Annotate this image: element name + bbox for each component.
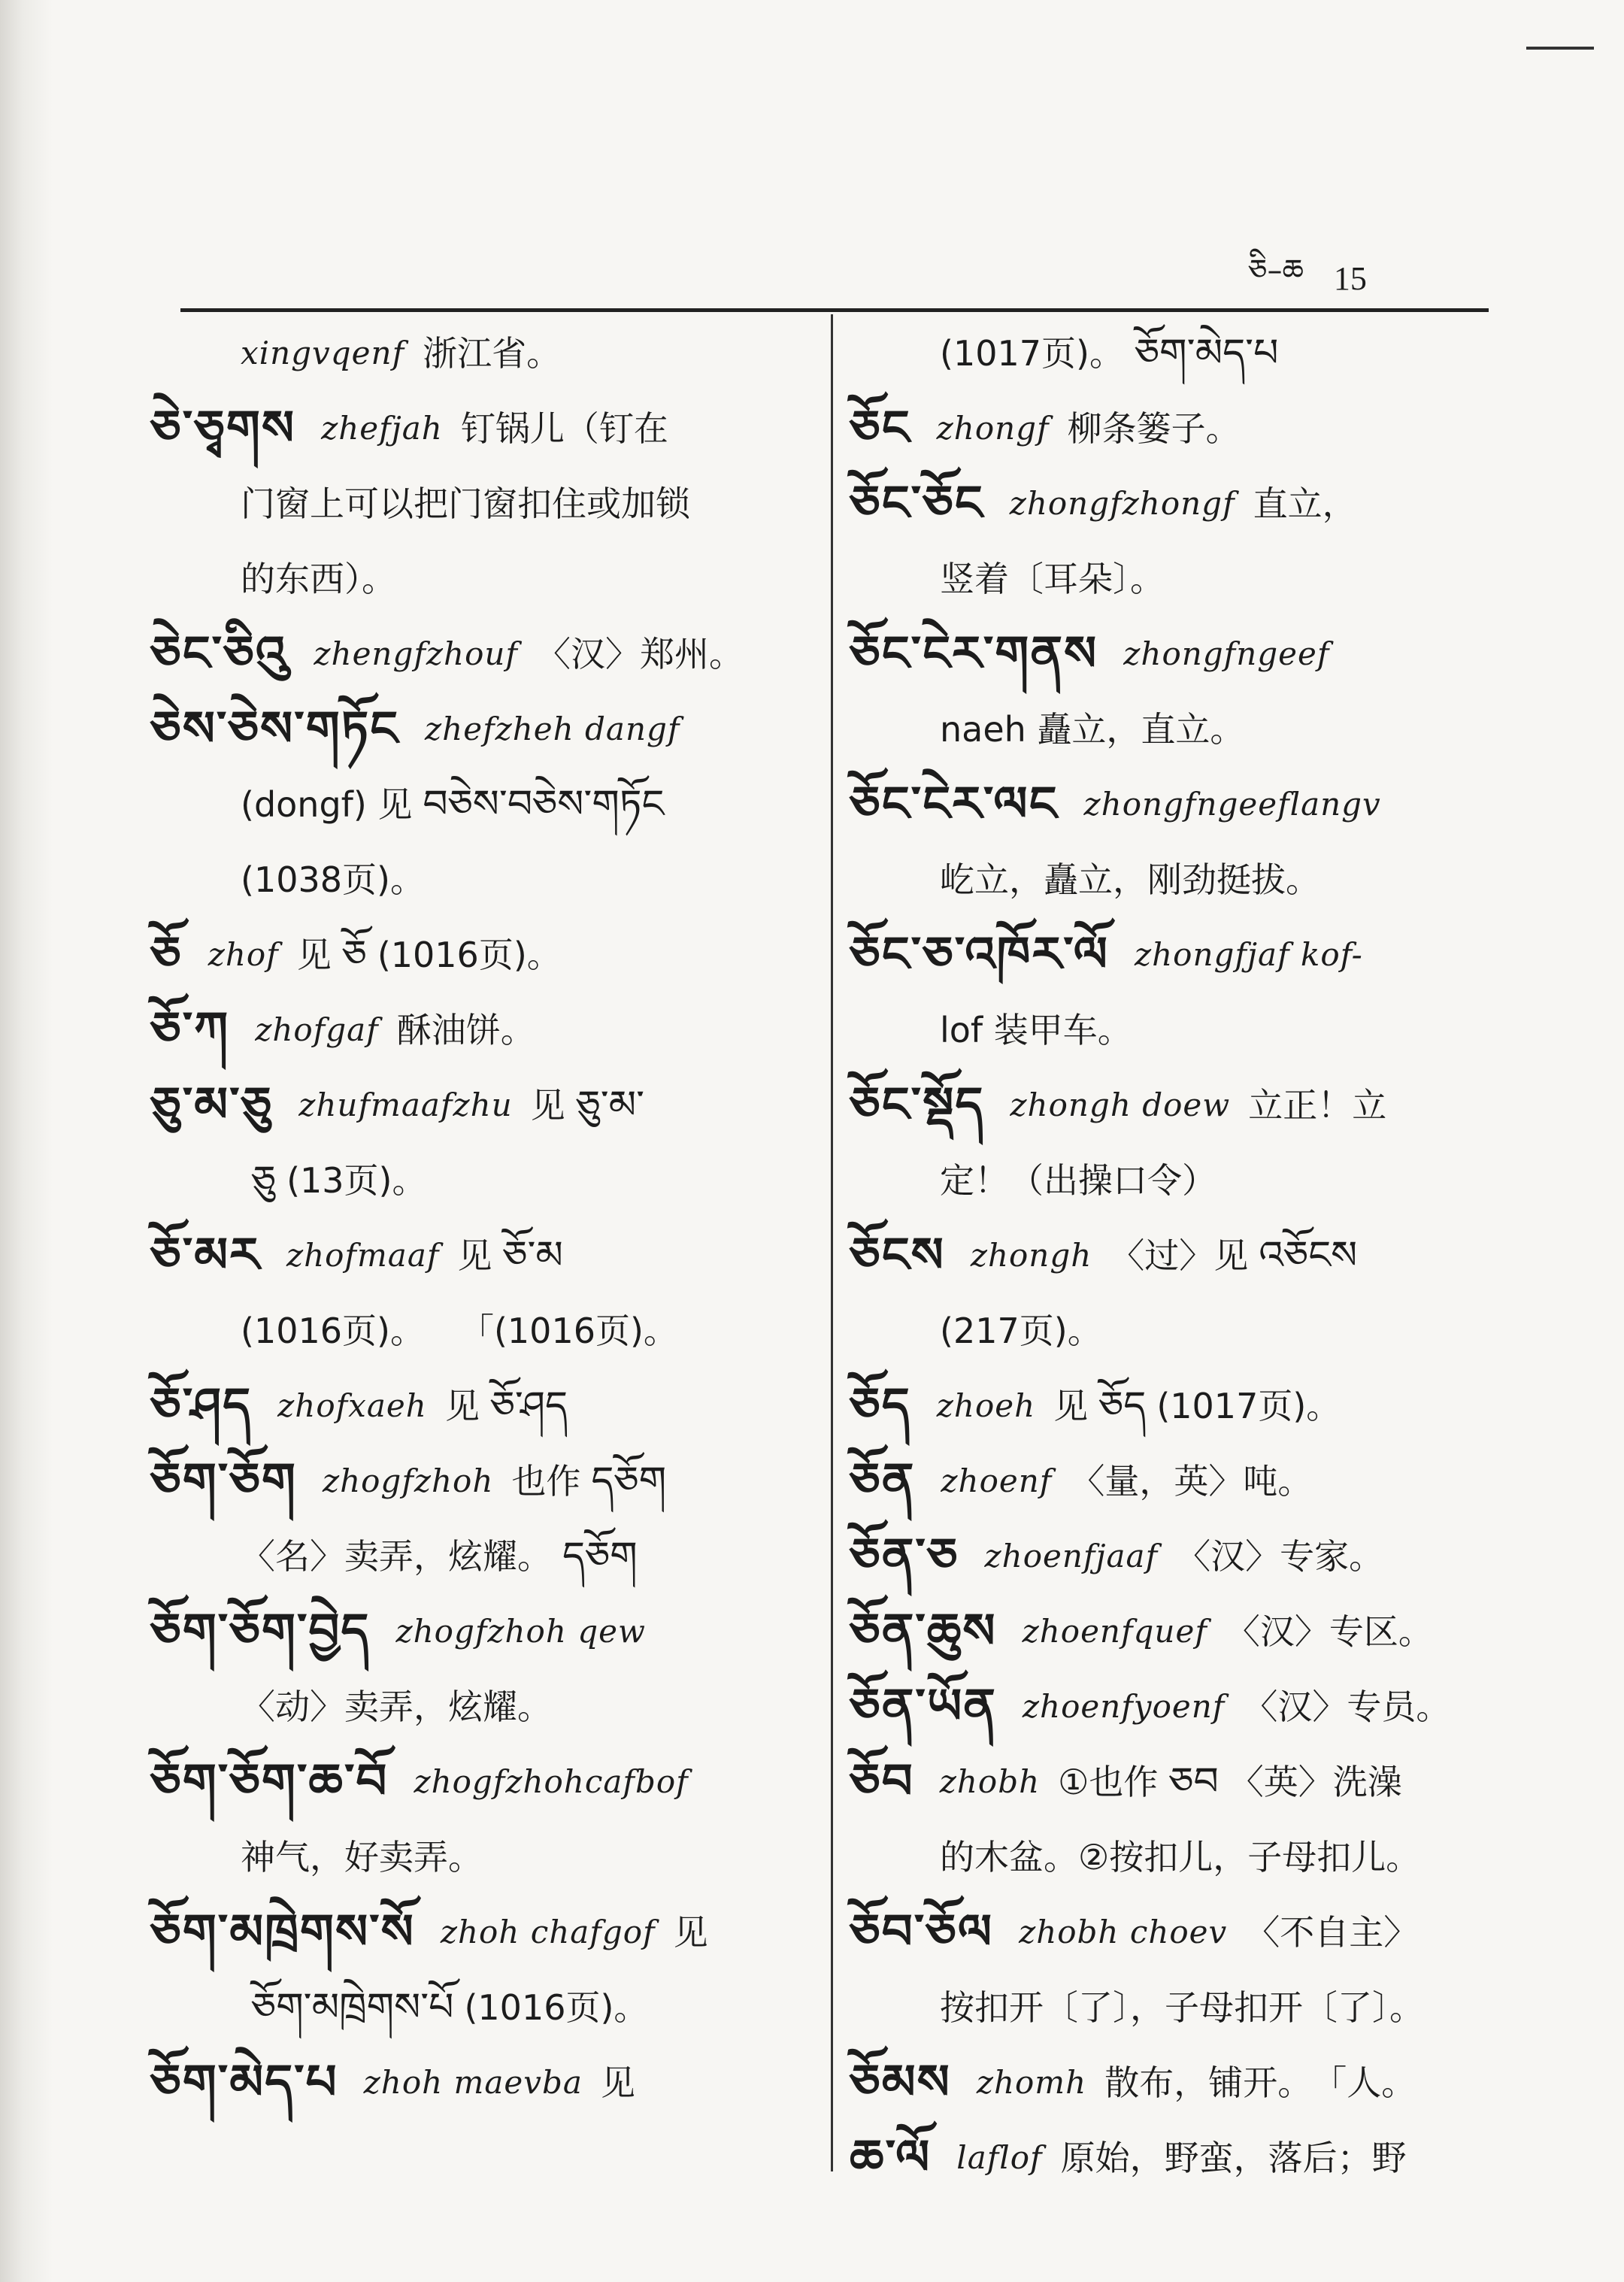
entry-line xyxy=(150,692,812,767)
dictionary-entry xyxy=(150,316,812,391)
entry-line xyxy=(150,1744,812,1820)
column-divider xyxy=(831,314,833,2171)
definition-text: 钉锅儿（钉在 xyxy=(460,408,668,449)
entry-line xyxy=(850,2045,1496,2120)
entry-line xyxy=(850,541,1496,617)
dictionary-entry xyxy=(850,917,1496,1068)
dictionary-entry xyxy=(850,767,1496,917)
headword: ཅོ xyxy=(150,927,183,983)
definition-text: 见 xyxy=(296,935,332,975)
entry-line xyxy=(150,1970,812,2045)
romanization: zhongfjaf kof- xyxy=(1135,936,1363,973)
headword: ཅེ་ཅྭགས xyxy=(150,401,296,456)
entry-line xyxy=(850,1594,1496,1669)
headword: ཅེང་ཅིའུ xyxy=(150,626,289,682)
definition-text: 酥油饼。 xyxy=(396,1010,535,1050)
entry-line xyxy=(850,1293,1496,1368)
definition-text: 见 xyxy=(673,1912,708,1953)
entry-line xyxy=(850,1895,1496,1970)
definition-text: 定！（出操口令） xyxy=(940,1160,1216,1201)
headword: ཅོག་མེད་པ xyxy=(150,2055,338,2111)
headword: ཅོམས xyxy=(850,2055,951,2111)
definition-text: 屹立，矗立，刚劲挺拔。 xyxy=(940,859,1320,900)
entry-line xyxy=(150,1368,812,1444)
cross-reference: ཅུ་མ་ xyxy=(575,1083,645,1128)
romanization: zhengfzhouf xyxy=(314,635,518,672)
headword: ཆ་ལོ xyxy=(850,2130,932,2186)
dictionary-entry xyxy=(150,1218,812,1368)
dictionary-entry xyxy=(850,1068,1496,1218)
entry-line xyxy=(150,1444,812,1519)
definition-text: 浙江省。 xyxy=(423,333,562,374)
romanization: zhongfngeeflangv xyxy=(1083,786,1381,823)
scan-edge-shadow xyxy=(0,0,53,2282)
entry-line xyxy=(150,391,812,466)
romanization: zhobh choev xyxy=(1019,1914,1228,1950)
page-header xyxy=(1248,253,1474,301)
page-reference: (1016页)。 xyxy=(464,1987,649,2028)
entry-line xyxy=(150,1218,812,1293)
dictionary-entry xyxy=(850,1218,1496,1368)
definition-text: 〈汉〉郑州。 xyxy=(535,634,744,674)
entry-range: ཅི–ཆ xyxy=(1248,253,1304,288)
entry-line xyxy=(850,1519,1496,1594)
entry-line xyxy=(850,917,1496,993)
entry-line xyxy=(850,1444,1496,1519)
definition-text: 〈动〉卖弄，炫耀。 xyxy=(241,1686,552,1727)
entry-line xyxy=(850,1218,1496,1293)
entry-line xyxy=(850,466,1496,541)
entry-line xyxy=(150,466,812,541)
headword: ཅོང་ཅ་འཁོར་ལོ xyxy=(850,927,1109,983)
dictionary-entry xyxy=(850,1594,1496,1669)
entry-line xyxy=(850,391,1496,466)
romanization: zhongfngeef xyxy=(1123,635,1330,672)
romanization: zhogfzhohcafbof xyxy=(414,1763,689,1800)
cross-reference: ཅོད xyxy=(1098,1383,1147,1429)
cross-reference: བཅེས་བཅེས་གཏོང xyxy=(423,782,665,827)
definition-text: 竖着〔耳朵〕。 xyxy=(940,559,1165,599)
definition-text: ①也作 xyxy=(1058,1762,1159,1802)
definition-text: (1038页)。 xyxy=(241,859,425,900)
header-rule xyxy=(180,308,1489,312)
dictionary-entry xyxy=(850,1519,1496,1594)
dictionary-entry xyxy=(150,1444,812,1594)
dictionary-entry xyxy=(850,1744,1496,1895)
headword: ཅོག་ཅོག xyxy=(150,1453,297,1509)
romanization: zhoh chafgof xyxy=(440,1914,656,1950)
cross-reference: དཅོག xyxy=(562,1534,638,1579)
romanization: xingvqenf xyxy=(241,335,405,371)
definition-text: 〈不自主〉 xyxy=(1245,1912,1419,1953)
definition-text: 见 xyxy=(1053,1386,1089,1426)
entry-line xyxy=(150,1594,812,1669)
dictionary-entry xyxy=(850,466,1496,617)
entry-line xyxy=(850,1143,1496,1218)
dictionary-entry xyxy=(150,993,812,1068)
definition-text: 见 xyxy=(457,1235,492,1276)
entry-line xyxy=(150,1143,812,1218)
romanization: zhogfzhoh xyxy=(322,1462,494,1499)
definition-text: 的木盆。②按扣儿，子母扣儿。 xyxy=(940,1837,1421,1877)
page-reference: (1016页)。 xyxy=(377,935,562,975)
right-column xyxy=(850,316,1496,2196)
romanization: zhoenfquef xyxy=(1022,1613,1207,1650)
dictionary-entry xyxy=(150,1368,812,1444)
definition-text: 按扣开〔了〕，子母扣开〔了〕。 xyxy=(940,1987,1424,2028)
page-reference: 〈英〉洗澡 xyxy=(1229,1762,1402,1802)
definition-text: 见 xyxy=(600,2062,635,2103)
entry-line xyxy=(150,2045,812,2120)
entry-line xyxy=(850,1368,1496,1444)
definition-text: 也作 xyxy=(511,1461,581,1502)
dictionary-entry xyxy=(850,1669,1496,1744)
cross-reference: ཅོ་ཤད xyxy=(489,1383,568,1429)
entry-line xyxy=(850,1669,1496,1744)
romanization: zhobh xyxy=(939,1763,1041,1800)
entry-line xyxy=(150,917,812,993)
romanization: zhufmaafzhu xyxy=(298,1086,513,1123)
dictionary-entry xyxy=(850,316,1496,391)
romanization: zhongh doew xyxy=(1010,1086,1231,1123)
page-reference: (1017页)。 xyxy=(1156,1386,1341,1426)
dictionary-entry xyxy=(150,2045,812,2120)
dictionary-entry xyxy=(850,2120,1496,2196)
page-reference: (13页)。 xyxy=(286,1160,427,1201)
entry-line xyxy=(150,1895,812,1970)
romanization: zhoh maevba xyxy=(363,2064,583,2101)
definition-text: 〈过〉见 xyxy=(1110,1235,1249,1276)
dictionary-entry xyxy=(850,1895,1496,2045)
entry-line xyxy=(850,692,1496,767)
dictionary-entry xyxy=(150,692,812,917)
romanization: zhofgaf xyxy=(255,1011,379,1048)
headword: ཅོབ xyxy=(850,1754,914,1810)
entry-line xyxy=(150,1820,812,1895)
page-number: 15 xyxy=(1333,259,1367,297)
entry-line xyxy=(850,316,1496,391)
definition-text: 柳条篓子。 xyxy=(1067,408,1241,449)
definition-text: 〈汉〉专家。 xyxy=(1176,1536,1384,1577)
cross-reference: ཅོག་མཁྲེགས་པོ xyxy=(251,1985,454,2030)
entry-line xyxy=(150,1519,812,1594)
definition-text: 〈量，英〉吨。 xyxy=(1070,1461,1313,1502)
definition-text: (1017页)。 xyxy=(940,333,1124,374)
romanization: zhof xyxy=(208,936,279,973)
entry-line xyxy=(150,1669,812,1744)
dictionary-entry xyxy=(850,1444,1496,1519)
entry-line xyxy=(850,842,1496,917)
definition-text: 〈汉〉专员。 xyxy=(1243,1686,1451,1727)
entry-line xyxy=(850,1744,1496,1820)
definition-text: lof 装甲车。 xyxy=(940,1010,1132,1050)
dictionary-entry xyxy=(150,1895,812,2045)
definition-text: 散布，铺开。 「人。 xyxy=(1104,2062,1416,2103)
definition-text: (dongf) 见 xyxy=(241,784,413,825)
dictionary-entry xyxy=(150,1744,812,1895)
romanization: zhoenf xyxy=(941,1462,1053,1499)
dictionary-entry xyxy=(150,917,812,993)
romanization: zhofxaeh xyxy=(277,1387,427,1424)
headword: ཅོ་མར xyxy=(150,1228,261,1283)
cross-reference: ཅོ xyxy=(341,932,367,977)
entry-line xyxy=(150,767,812,842)
dictionary-entry xyxy=(150,1068,812,1218)
romanization: zhofmaaf xyxy=(286,1237,440,1274)
definition-text: 门窗上可以把门窗扣住或加锁 xyxy=(241,483,690,524)
definition-text: 〈汉〉专区。 xyxy=(1225,1611,1433,1652)
headword: ཅོ་ཤད xyxy=(150,1378,253,1434)
definition-text: 见 xyxy=(530,1085,565,1126)
entry-line xyxy=(850,1068,1496,1143)
entry-line xyxy=(150,1293,812,1368)
headword: ཅོང xyxy=(850,401,911,456)
romanization: laflof xyxy=(956,2139,1043,2176)
dictionary-entry xyxy=(850,2045,1496,2120)
dictionary-entry xyxy=(150,1594,812,1744)
entry-line xyxy=(150,316,812,391)
dictionary-entry xyxy=(150,391,812,617)
headword: ཅོན་ཡོན xyxy=(850,1679,997,1735)
headword: ཅོག་མཁྲེགས་སོ xyxy=(150,1905,415,1960)
headword: ཅོ་ཀ xyxy=(150,1002,230,1058)
headword: ཅོག་ཅོག་བྱེད xyxy=(150,1604,371,1659)
entry-line xyxy=(150,541,812,617)
definition-text: 〈名〉卖弄，炫耀。 xyxy=(241,1536,552,1577)
entry-line xyxy=(850,767,1496,842)
headword: ཅོང་ངེར་ལང xyxy=(850,777,1059,832)
romanization: zhefjah xyxy=(321,410,443,447)
definition-text: 的东西）。 xyxy=(241,559,396,599)
definition-text: 直立， xyxy=(1253,483,1357,524)
entry-line xyxy=(150,617,812,692)
romanization: zhoeh xyxy=(936,1387,1036,1424)
headword: ཅོན xyxy=(850,1453,916,1509)
romanization: zhogfzhoh qew xyxy=(395,1613,646,1650)
entry-line xyxy=(150,993,812,1068)
headword: ཅོངས xyxy=(850,1228,945,1283)
headword: ཅོང་ངེར་གནས xyxy=(850,626,1098,682)
definition-text: (1016页)。 「(1016页)。 xyxy=(241,1311,678,1351)
headword: ཅེས་ཅེས་གཏོང xyxy=(150,702,400,757)
definition-text: 原始，野蛮，落后；野 xyxy=(1060,2138,1407,2178)
cross-reference: དཅོག xyxy=(591,1459,667,1504)
romanization: zhoenfjaaf xyxy=(984,1538,1159,1574)
definition-text: (217页)。 xyxy=(940,1311,1102,1351)
romanization: zhomh xyxy=(976,2064,1087,2101)
headword: ཅོག་ཅོག་ཆ་བོ xyxy=(150,1754,389,1810)
dictionary-entry xyxy=(850,617,1496,767)
headword: ཅོན་ཆུས xyxy=(850,1604,997,1659)
definition-text: 见 xyxy=(444,1386,480,1426)
romanization: zhongfzhongf xyxy=(1009,485,1235,522)
cross-reference: ཅུ xyxy=(251,1158,277,1203)
left-column xyxy=(150,316,812,2120)
entry-line xyxy=(850,1970,1496,2045)
entry-line xyxy=(850,1820,1496,1895)
cross-reference: འཅོངས xyxy=(1259,1233,1358,1278)
romanization: zhoenfyoenf xyxy=(1022,1688,1226,1725)
definition-text: naeh 矗立，直立。 xyxy=(940,709,1245,750)
entry-line xyxy=(150,1068,812,1143)
corner-mark xyxy=(1526,47,1594,50)
headword: ཅོང་ཅོང xyxy=(850,476,984,532)
cross-reference: ཅབ xyxy=(1168,1759,1219,1805)
romanization: zhongf xyxy=(936,410,1050,447)
headword: ཅོན་ཅ xyxy=(850,1529,959,1584)
dictionary-entry xyxy=(150,617,812,692)
cross-reference: ཅོག་མེད་པ xyxy=(1134,331,1279,376)
dictionary-entry xyxy=(850,1368,1496,1444)
entry-line xyxy=(150,842,812,917)
romanization: zhefzheh dangf xyxy=(425,711,680,747)
cross-reference: ཅོ་མ xyxy=(502,1233,563,1278)
dictionary-entry xyxy=(850,391,1496,466)
entry-line xyxy=(850,2120,1496,2196)
headword: ཅུ་མ་ཅུ xyxy=(150,1077,274,1133)
definition-text: 神气，好卖弄。 xyxy=(241,1837,483,1877)
entry-line xyxy=(850,993,1496,1068)
romanization: zhongh xyxy=(970,1237,1092,1274)
headword: ཅོབ་ཅོལ xyxy=(850,1905,994,1960)
definition-text: 立正！立 xyxy=(1248,1085,1387,1126)
headword: ཅོད xyxy=(850,1378,911,1434)
entry-line xyxy=(850,617,1496,692)
headword: ཅོང་སྡོད xyxy=(850,1077,985,1133)
